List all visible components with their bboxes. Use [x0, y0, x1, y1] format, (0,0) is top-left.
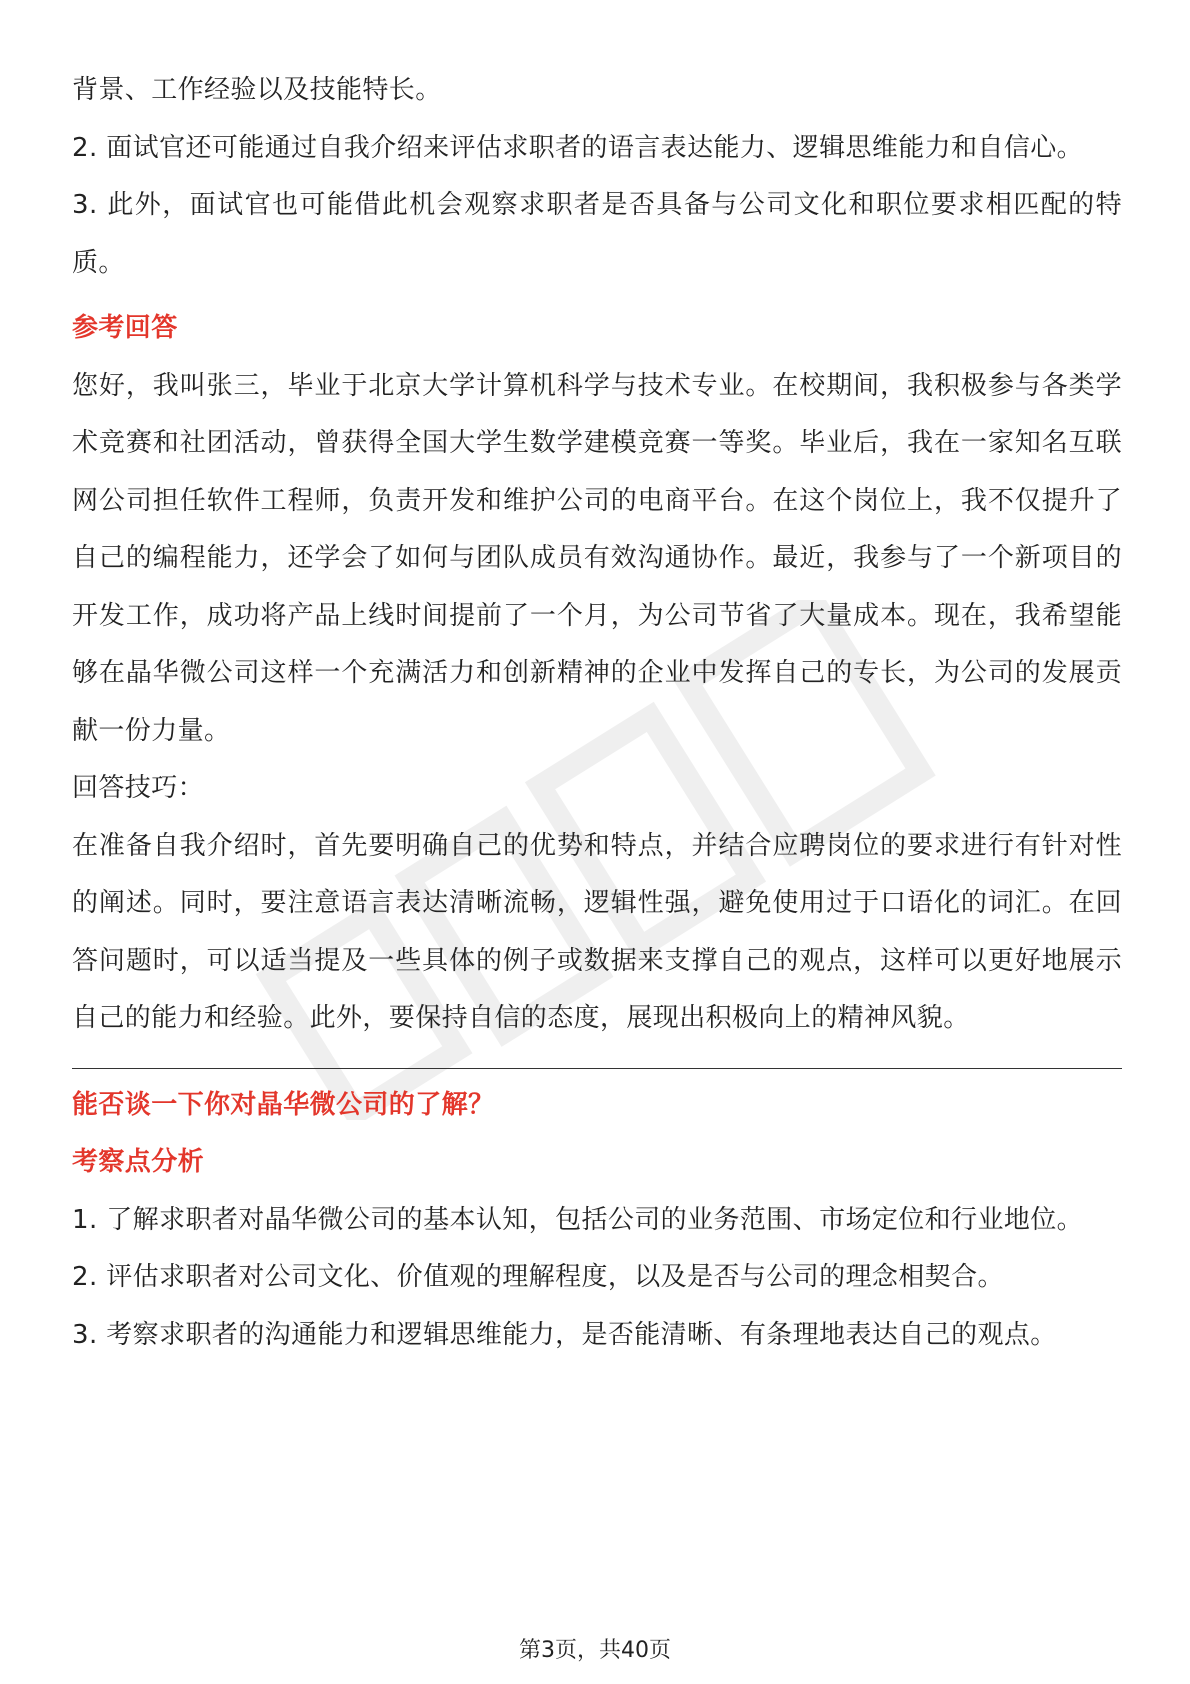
analysis-point-1: 1. 了解求职者对晶华微公司的基本认知，包括公司的业务范围、市场定位和行业地位。 — [72, 1204, 1084, 1235]
answer-tips-label: 回答技巧： — [72, 773, 205, 803]
section1-line-3: 3. 此外，面试官也可能借此机会观察求职者是否具备与公司文化和职位要求相匹配的特质。 — [72, 190, 1122, 278]
answer-tips-text: 在准备自我介绍时，首先要明确自己的优势和特点，并结合应聘岗位的要求进行有针对性的阐述。同时，要注意语言表达清晰流畅，逻辑性强，避免使用过于口语化的词汇。在回答问题时，可以适当提及一些具体的例子或数据来支撑自己的观点，这样可以更好地展示自己的能力和经验。此外，要保持自信的态度，展现出积极向上的精神风貌。 — [72, 830, 1122, 1033]
document-page — [72, 62, 1122, 1364]
section1-line-2: 2. 面试官还可能通过自我介绍来评估求职者的语言表达能力、逻辑思维能力和自信心。 — [72, 132, 1084, 163]
analysis-heading: 考察点分析 — [72, 1147, 205, 1177]
question-title: 能否谈一下你对晶华微公司的了解？ — [72, 1089, 495, 1120]
analysis-point-2: 2. 评估求职者对公司文化、价值观的理解程度，以及是否与公司的理念相契合。 — [72, 1262, 1004, 1292]
reference-answer-text: 您好，我叫张三，毕业于北京大学计算机科学与技术专业。在校期间，我积极参与各类学术竞赛和社团活动，曾获得全国大学生数学建模竞赛一等奖。毕业后，我在一家知名互联网公司担任软件工程师，负责开发和维护公司的电商平台。在这个岗位上，我不仅提升了自己的编程能力，还学会了如何与团队成员有效沟通协作。最近，我参与了一个新项目的开发工作，成功将产品上线时间提前了一个月，为公司节省了大量成本。现在，我希望能够在晶华微公司这样一个充满活力和创新精神的企业中发挥自己的专长，为公司的发展贡献一份力量。 — [72, 370, 1122, 746]
section1-line-1: 背景、工作经验以及技能特长。 — [72, 75, 442, 105]
reference-answer-heading: 参考回答 — [72, 313, 178, 343]
analysis-point-3: 3. 考察求职者的沟通能力和逻辑思维能力，是否能清晰、有条理地表达自己的观点。 — [72, 1319, 1057, 1350]
section-divider — [72, 1068, 1122, 1069]
page-number: 第3页，共40页 — [519, 1638, 671, 1663]
